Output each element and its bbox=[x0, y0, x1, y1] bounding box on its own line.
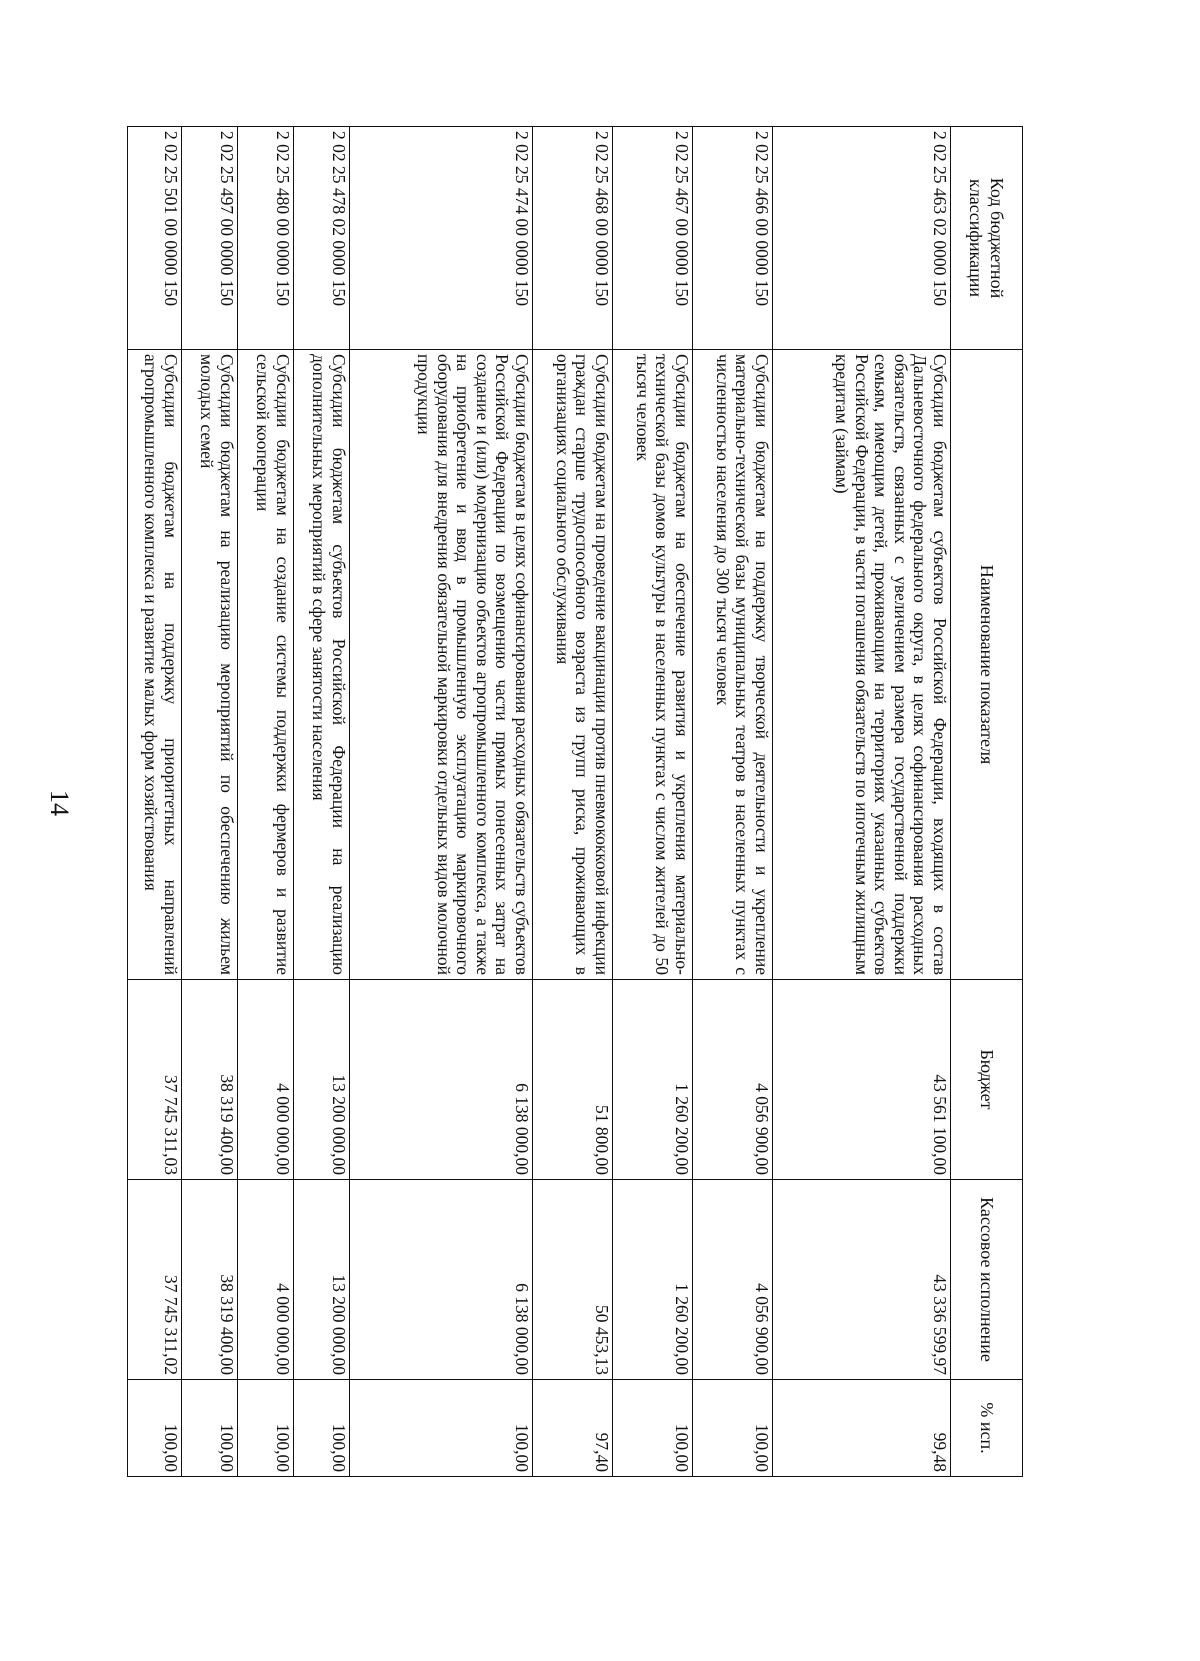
cell-budget: 43 561 100,00 bbox=[773, 980, 951, 1180]
cell-cash: 1 260 200,00 bbox=[613, 1180, 693, 1380]
cell-name: Субсидии бюджетам в целях софинансирования расходных обязательств субъектов Российской Федерации по возмещению части прямых понесенных затрат на создание и (или) модернизацию объектов агропромышленного комплекса, а также на приобретение и ввод в промышленную эксплуатацию маркировочного оборудования для внедрения обязательной маркировки отдельных видов молочной продукции bbox=[350, 350, 533, 980]
cell-cash: 38 319 400,00 bbox=[182, 1180, 238, 1380]
cell-code: 2 02 25 480 00 0000 150 bbox=[238, 127, 294, 350]
cell-name: Субсидии бюджетам на создание системы поддержки фермеров и развитие сельской кооперации bbox=[238, 350, 294, 980]
cell-code: 2 02 25 497 00 0000 150 bbox=[182, 127, 238, 350]
cell-pct: 100,00 bbox=[182, 1380, 238, 1477]
cell-code: 2 02 25 474 00 0000 150 bbox=[350, 127, 533, 350]
header-name: Наименование показателя bbox=[951, 350, 1023, 980]
cell-code: 2 02 25 478 02 0000 150 bbox=[294, 127, 350, 350]
cell-cash: 13 200 000,00 bbox=[294, 1180, 350, 1380]
cell-budget: 37 745 311,03 bbox=[128, 980, 182, 1180]
table-row bbox=[182, 127, 238, 1477]
cell-budget: 38 319 400,00 bbox=[182, 980, 238, 1180]
cell-budget: 51 800,00 bbox=[533, 980, 613, 1180]
cell-pct: 99,48 bbox=[773, 1380, 951, 1477]
cell-name: Субсидии бюджетам на обеспечение развития и укрепления материально-технической базы домов культуры в населенных пунктах с числом жителей до 50 тысяч человек bbox=[613, 350, 693, 980]
cell-pct: 97,40 bbox=[533, 1380, 613, 1477]
table-row bbox=[350, 127, 533, 1477]
cell-cash: 50 453,13 bbox=[533, 1180, 613, 1380]
table-row bbox=[294, 127, 350, 1477]
cell-cash: 4 056 900,00 bbox=[693, 1180, 773, 1380]
header-cash: Кассовое исполнение bbox=[951, 1180, 1023, 1380]
cell-code: 2 02 25 468 00 0000 150 bbox=[533, 127, 613, 350]
cell-code: 2 02 25 463 02 0000 150 bbox=[773, 127, 951, 350]
cell-budget: 1 260 200,00 bbox=[613, 980, 693, 1180]
cell-budget: 6 138 000,00 bbox=[350, 980, 533, 1180]
cell-pct: 100,00 bbox=[693, 1380, 773, 1477]
cell-cash: 6 138 000,00 bbox=[350, 1180, 533, 1380]
cell-code: 2 02 25 501 00 0000 150 bbox=[128, 127, 182, 350]
cell-pct: 100,00 bbox=[238, 1380, 294, 1477]
table-row bbox=[613, 127, 693, 1477]
cell-cash: 4 000 000,00 bbox=[238, 1180, 294, 1380]
table-header-row bbox=[951, 127, 1023, 1477]
cell-budget: 4 000 000,00 bbox=[238, 980, 294, 1180]
cell-code: 2 02 25 467 00 0000 150 bbox=[613, 127, 693, 350]
header-code: Код бюджетной классификации bbox=[951, 127, 1023, 350]
cell-name: Субсидии бюджетам на поддержку творческой деятельности и укрепление материально-технической базы муниципальных театров в населенных пунктах с численностью населения до 300 тысяч человек bbox=[693, 350, 773, 980]
cell-name: Субсидии бюджетам на реализацию мероприятий по обеспечению жильем молодых семей bbox=[182, 350, 238, 980]
cell-pct: 100,00 bbox=[613, 1380, 693, 1477]
cell-name: Субсидии бюджетам на проведение вакцинации против пневмококковой инфекции граждан старше трудоспособного возраста из групп риска, проживающих в организациях социального обслуживания bbox=[533, 350, 613, 980]
cell-budget: 4 056 900,00 bbox=[693, 980, 773, 1180]
cell-cash: 37 745 311,02 bbox=[128, 1180, 182, 1380]
cell-name: Субсидии бюджетам на поддержку приоритетных направлений агропромышленного комплекса и развитие малых форм хозяйствования bbox=[128, 350, 182, 980]
header-budget: Бюджет bbox=[951, 980, 1023, 1180]
cell-name: Субсидии бюджетам субъектов Российской Федерации, входящих в состав Дальневосточного федерального округа, в целях софинансирования расходных обязательств, связанных с увеличением размера государственной поддержки семьям, имеющим детей, проживающим на территориях указанных субъектов Российской Федерации, в части погашения обязательств по ипотечным жилищным кредитам (займам) bbox=[773, 350, 951, 980]
cell-pct: 100,00 bbox=[294, 1380, 350, 1477]
table-row bbox=[533, 127, 613, 1477]
table-row bbox=[773, 127, 951, 1477]
cell-pct: 100,00 bbox=[128, 1380, 182, 1477]
budget-table bbox=[127, 126, 1023, 1477]
cell-budget: 13 200 000,00 bbox=[294, 980, 350, 1180]
cell-cash: 43 336 599,97 bbox=[773, 1180, 951, 1380]
cell-name: Субсидии бюджетам субъектов Российской Федерации на реализацию дополнительных мероприятий в сфере занятости населения bbox=[294, 350, 350, 980]
table-row bbox=[128, 127, 182, 1477]
cell-code: 2 02 25 466 00 0000 150 bbox=[693, 127, 773, 350]
cell-pct: 100,00 bbox=[350, 1380, 533, 1477]
budget-table-wrapper bbox=[128, 126, 1023, 1476]
table-row bbox=[238, 127, 294, 1477]
table-row bbox=[693, 127, 773, 1477]
page-number: 14 bbox=[45, 790, 74, 816]
header-pct: % исп. bbox=[951, 1380, 1023, 1477]
